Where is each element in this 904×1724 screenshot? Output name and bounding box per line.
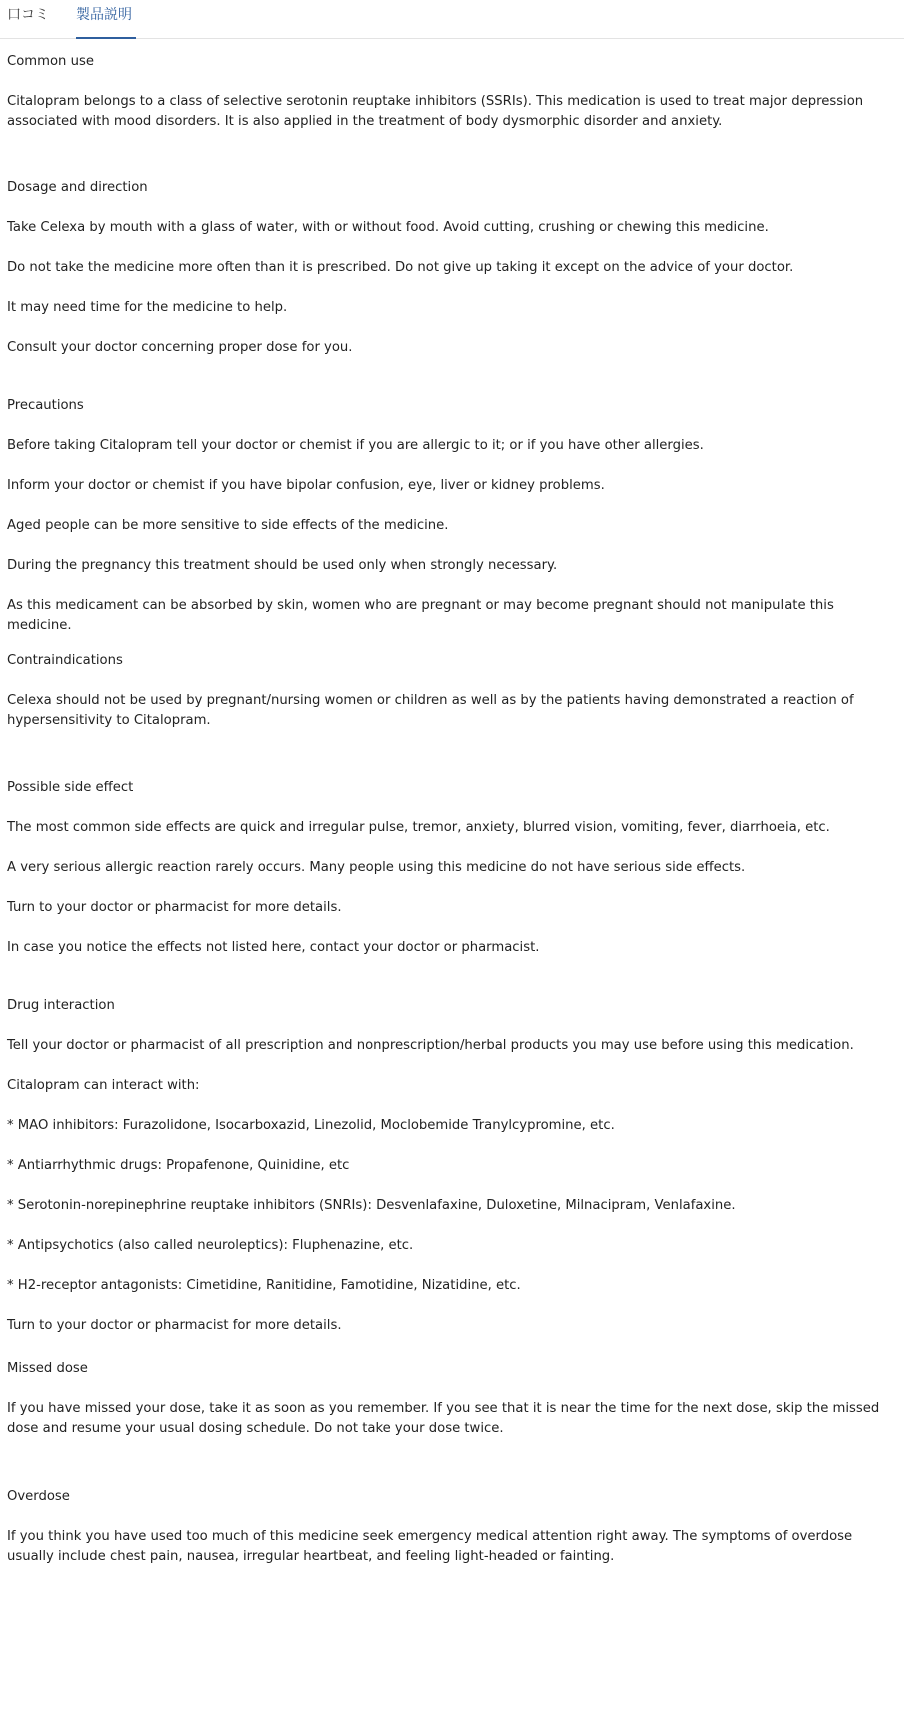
section-heading: Overdose [7,1489,70,1504]
description-section [7,651,897,731]
section-heading: Common use [7,54,94,69]
section-paragraph: Citalopram can interact with: [7,1078,200,1093]
tab-reviews[interactable]: 口コミ [7,7,49,23]
section-paragraph: Turn to your doctor or pharmacist for more details. [7,1318,342,1333]
active-tab-indicator [76,37,136,39]
section-paragraph: Do not take the medicine more often than it is prescribed. Do not give up taking it except on the advice of your doctor. [7,260,794,275]
section-paragraph: If you have missed your dose, take it as soon as you remember. If you see that it is near the time for the next dose, skip the missed dose and resume your usual dosing schedule. Do not take your dose twice. [7,1401,880,1436]
section-paragraph: * H2-receptor antagonists: Cimetidine, Ranitidine, Famotidine, Nizatidine, etc. [7,1278,521,1293]
tab-bar [0,0,904,39]
section-paragraph: A very serious allergic reaction rarely occurs. Many people using this medicine do not have serious side effects. [7,860,746,875]
section-heading: Possible side effect [7,780,134,795]
section-heading: Drug interaction [7,998,115,1013]
section-paragraph: Take Celexa by mouth with a glass of water, with or without food. Avoid cutting, crushing or chewing this medicine. [7,220,769,235]
description-section [7,396,897,636]
section-paragraph: Before taking Citalopram tell your doctor or chemist if you are allergic to it; or if you have other allergies. [7,438,704,453]
description-section [7,1359,897,1439]
section-paragraph: Tell your doctor or pharmacist of all prescription and nonprescription/herbal products you may use before using this medication. [7,1038,854,1053]
section-paragraph: * Serotonin-norepinephrine reuptake inhibitors (SNRIs): Desvenlafaxine, Duloxetine, Milnacipram, Venlafaxine. [7,1198,736,1213]
section-paragraph: * MAO inhibitors: Furazolidone, Isocarboxazid, Linezolid, Moclobemide Tranylcypromine, etc. [7,1118,615,1133]
section-heading: Contraindications [7,653,123,668]
section-paragraph: During the pregnancy this treatment should be used only when strongly necessary. [7,558,558,573]
section-paragraph: Consult your doctor concerning proper dose for you. [7,340,353,355]
description-section [7,178,897,358]
section-paragraph: As this medicament can be absorbed by skin, women who are pregnant or may become pregnant should not manipulate this medicine. [7,598,834,633]
section-heading: Missed dose [7,1361,88,1376]
section-paragraph: Celexa should not be used by pregnant/nursing women or children as well as by the patients having demonstrated a reaction of hypersensitivity to Citalopram. [7,693,854,728]
tab-product-description[interactable]: 製品説明 [76,7,132,23]
section-paragraph: Aged people can be more sensitive to side effects of the medicine. [7,518,449,533]
section-paragraph: Turn to your doctor or pharmacist for more details. [7,900,342,915]
section-heading: Dosage and direction [7,180,148,195]
description-section [7,52,897,132]
section-paragraph: In case you notice the effects not listed here, contact your doctor or pharmacist. [7,940,540,955]
section-paragraph: If you think you have used too much of this medicine seek emergency medical attention right away. The symptoms of overdose usually include chest pain, nausea, irregular heartbeat, and feeling light-headed or fainting. [7,1529,853,1564]
section-paragraph: The most common side effects are quick and irregular pulse, tremor, anxiety, blurred vision, vomiting, fever, diarrhoeia, etc. [7,820,830,835]
section-paragraph: * Antiarrhythmic drugs: Propafenone, Quinidine, etc [7,1158,350,1173]
description-section [7,778,897,958]
section-paragraph: * Antipsychotics (also called neuroleptics): Fluphenazine, etc. [7,1238,414,1253]
section-heading: Precautions [7,398,84,413]
section-paragraph: It may need time for the medicine to help. [7,300,288,315]
description-section [7,1487,897,1567]
section-paragraph: Citalopram belongs to a class of selective serotonin reuptake inhibitors (SSRIs). This medication is used to treat major depression associated with mood disorders. It is also applied in the treatment of body dysmorphic disorder and anxiety. [7,94,864,129]
section-paragraph: Inform your doctor or chemist if you have bipolar confusion, eye, liver or kidney problems. [7,478,605,493]
description-section [7,996,897,1336]
